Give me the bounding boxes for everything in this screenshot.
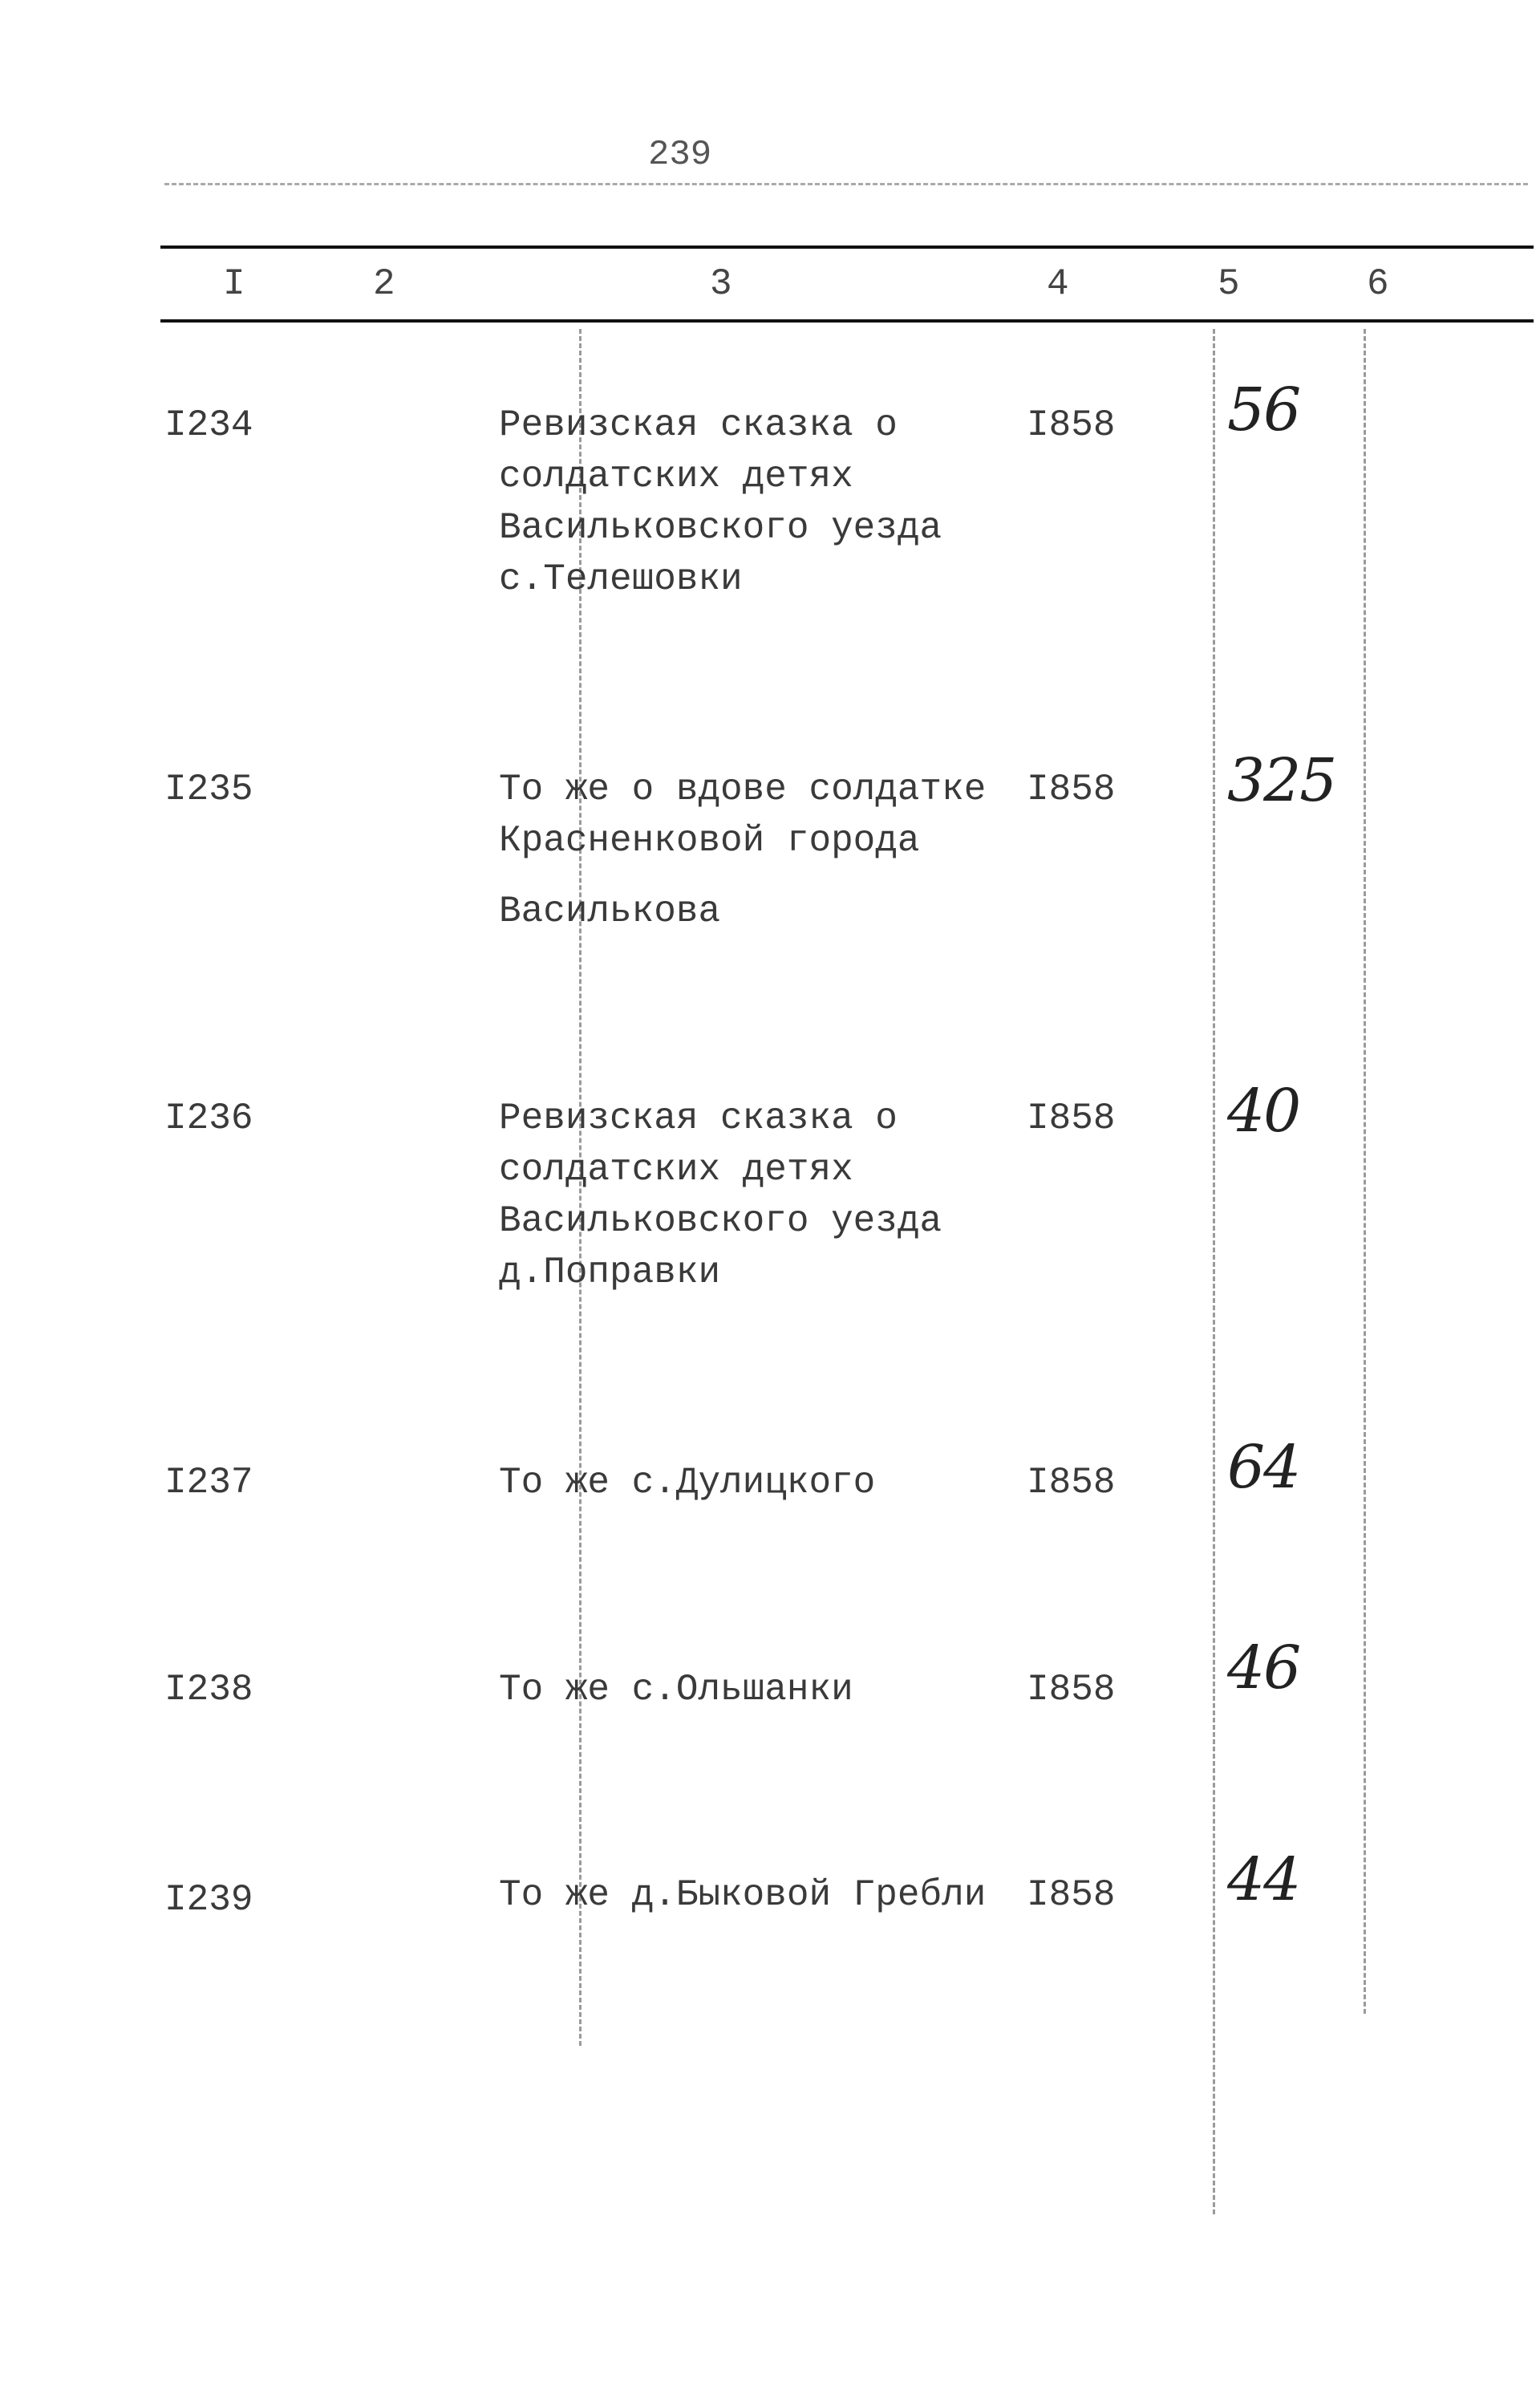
top-dotted-rule (164, 183, 1528, 185)
row-title-line: То же с.Ольшанки (499, 1669, 853, 1710)
header-bottom-rule (160, 319, 1534, 323)
row-title-line: То же о вдове солдатке (499, 769, 987, 810)
row-title-line: Васильковского уезда (499, 507, 942, 549)
column-header-3: 3 (710, 263, 732, 305)
row-handwritten-count: 44 (1227, 1845, 1300, 1914)
page-number: 239 (648, 135, 712, 175)
column-divider-5 (1213, 329, 1215, 2214)
row-year: I858 (1027, 1098, 1116, 1139)
row-title-line: Василькова (499, 891, 721, 932)
row-number: I236 (164, 1098, 253, 1139)
row-title-line: Ревизская сказка о (499, 1098, 898, 1139)
row-title-line: д.Поправки (499, 1252, 721, 1293)
column-header-5: 5 (1218, 263, 1240, 305)
column-header-1: I (223, 263, 245, 305)
row-title-line: Васильковского уезда (499, 1200, 942, 1242)
row-title-line: солдатских детях (499, 456, 853, 497)
row-title-line: Красненковой города (499, 820, 920, 862)
row-title-line: То же д.Быковой Гребли (499, 1874, 987, 1916)
row-year: I858 (1027, 1874, 1116, 1916)
row-handwritten-count: 40 (1227, 1077, 1300, 1146)
row-year: I858 (1027, 1462, 1116, 1503)
column-header-2: 2 (373, 263, 395, 305)
row-title-line: с.Телешовки (499, 558, 743, 600)
row-number: I237 (164, 1462, 253, 1503)
column-header-4: 4 (1047, 263, 1069, 305)
header-top-rule (160, 245, 1534, 249)
row-year: I858 (1027, 404, 1116, 446)
row-handwritten-count: 64 (1227, 1433, 1300, 1502)
row-number: I234 (164, 404, 253, 446)
row-handwritten-count: 46 (1227, 1633, 1300, 1702)
row-title-line: Ревизская сказка о (499, 404, 898, 446)
row-year: I858 (1027, 769, 1116, 810)
row-number: I239 (164, 1879, 253, 1921)
column-header-6: 6 (1367, 263, 1389, 305)
row-title-line: То же с.Дулицкого (499, 1462, 876, 1503)
row-year: I858 (1027, 1669, 1116, 1710)
row-handwritten-count: 325 (1227, 746, 1336, 815)
row-handwritten-count: 56 (1227, 375, 1300, 444)
row-number: I235 (164, 769, 253, 810)
row-title-line: солдатских детях (499, 1149, 853, 1191)
row-number: I238 (164, 1669, 253, 1710)
column-divider-6 (1364, 329, 1366, 2014)
